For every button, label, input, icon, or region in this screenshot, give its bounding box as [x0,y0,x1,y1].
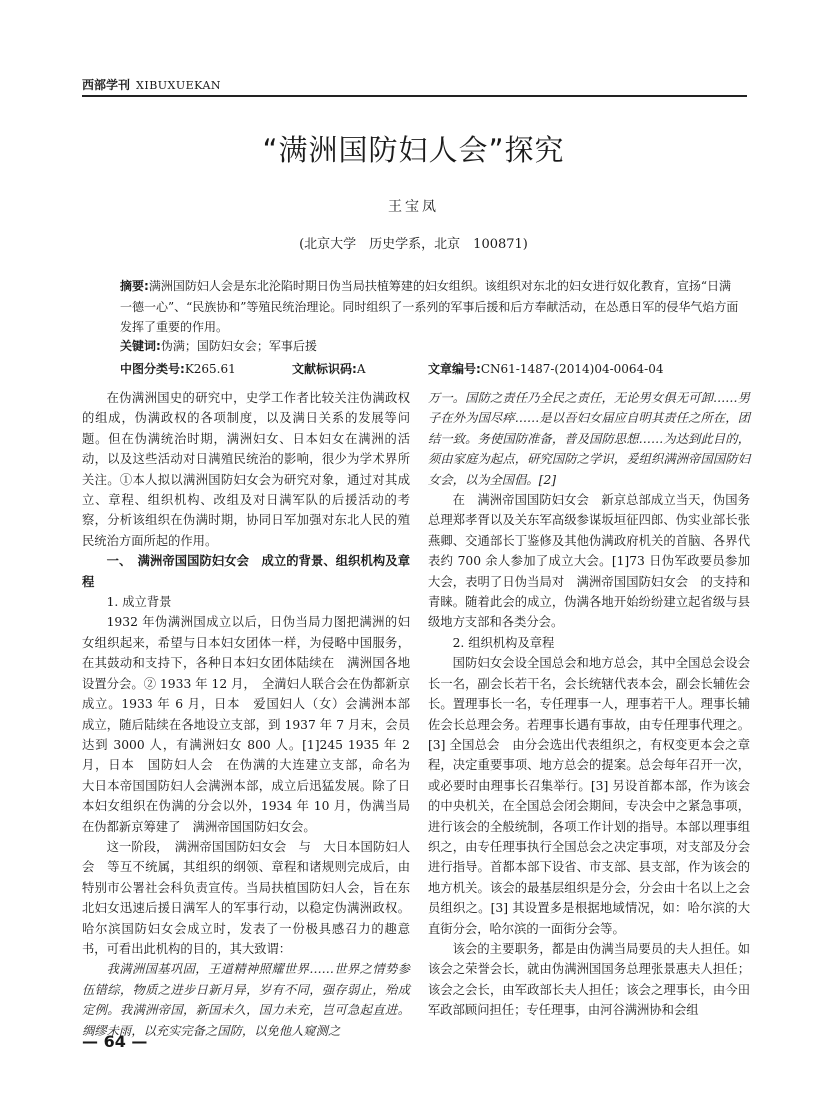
document-code [292,360,365,377]
paragraph: 该会的主要职务，都是由伪满当局要员的夫人担任。如该会之荣誉会长，就由伪满洲国国务总理张景惠夫人担任；该会之会长，由军政部长夫人担任；该会之理事长，由今田军政部顾问担任；专任理事，由河谷满洲协和会组 [428,941,750,1018]
paragraph: 在伪满洲国史的研究中，史学工作者比较关注伪满政权的组成，伪满政权的各项制度，以及满日关系的发展等问题。但在伪满统治时期，满洲妇女、日本妇女在满洲的活动，以及这些活动对日满殖民统治的影响，很少为学术界所关注。①本人拟以满洲国防妇女会为研究对象，通过对其成立、章程、组织机构、改组及对日满军队的后援活动的考察，分析该组织在伪满时期，协同日军加强对东北人民的殖民统治方面所起的作用。 [82,391,410,548]
journal-name-en: XIBUXUEKAN [136,79,222,92]
journal-name-cn: 西部学刊 [82,78,131,92]
block-quote: 万一。国防之责任乃全民之责任，无论男女俱无可卸……男子在外为国尽瘁……是以吾妇女届应自明其责任之所在，团结一致。务使国防准备，普及国防思想……为达到此目的，须由家庭为起点，研究国防之学识，爰组织满洲帝国国防妇女会，以为全国倡。[2] [428,391,750,487]
subsection-heading: 2. 组织机构及章程 [452,635,555,650]
abstract-text: 满洲国防妇人会是东北沦陷时期日伪当局扶植筹建的妇女组织。该组织对东北的妇女进行奴化教育，宣扬“日满一德一心”、“民族协和”等殖民统治理论。同时组织了一系列的军事后援和后方奉献活动，在怂恿日军的侵华气焰方面发挥了重要的作用。 [120,279,739,334]
running-header [82,76,221,93]
art-label: 文章编号: [428,362,481,376]
clc-number [120,360,236,377]
clc-value: K265.61 [184,362,236,376]
header-rule [82,95,747,97]
doc-value: A [356,362,366,376]
section-heading: 一、 满洲帝国国防妇女会 成立的背景、组织机构及章程 [82,554,410,589]
block-quote: 我满洲国基巩固，王道精神照耀世界……世界之情势参伍错综，物质之进步日新月异，岁有不同，强存弱止，殆成定例。我满洲帝国，新国未久，国力未充，岂可急起直进。绸缪未雨，以充实完备之国防，以免他人窥测之 [82,962,410,1038]
article-number [428,360,664,377]
keywords [120,337,740,354]
keywords-label: 关键词: [120,339,161,353]
doc-label: 文献标识码: [292,362,357,376]
art-value: CN61-1487-(2014)04-0064-04 [480,362,664,376]
author: 王宝凤 [388,199,439,215]
paragraph: 国防妇女会设全国总会和地方总会，其中全国总会设会长一名，副会长若干名，会长统辖代表本会，副会长辅佐会长。置理事长一名，专任理事一人，理事若干人。理事长辅佐会长总理会务。若理事长遇有事故，由专任理事代理之。[3] 全国总会 由分会选出代表组织之，有权变更本会之章程，决定重要事项、地方总会的提案。总会每年召开一次，或必要时由理事长召集举行。[3] 另设首都本部，作为该会的中央机关，在全国总会闭会期间，专决会中之紧急事项，进行该会的全般统制，各项工作计划的指导。本部以理事组织之，由专任理事执行全国总会之决定事项，对支部及分会进行指导。首都本部下设省、市支部、县支部，作为该会的地方机关。该会的最基层组织是分会，分会由十名以上之会员组织之。[3] 其设置多是根据地域情况，如：哈尔滨的大直街分会，哈尔滨的一面街分会等。 [428,656,750,936]
paragraph: 这一阶段， 满洲帝国国防妇女会 与 大日本国防妇人会 等互不统属，其组织的纲领、章程和诸规则完成后，由特别市公署社会科负责宣传。当局扶植国防妇人会，旨在东北妇女迅速后援日满军人的军事行动，以稳定伪满洲政权。哈尔滨国防妇女会成立时，发表了一份极具感召力的趣意书，可看出此机构的目的，其大致谓： [82,839,410,956]
keywords-text: 伪满；国防妇女会；军事后援 [160,339,317,353]
body-column-left [82,388,423,1041]
paragraph: 1932 年伪满洲国成立以后，日伪当局力图把满洲的妇女组织起来，希望与日本妇女团体一样，为侵略中国服务，在其鼓动和支持下，各种日本妇女团体陆续在 满洲国各地 设置分会。② 1933 年 12 月， 全満妇人联合会在伪都新京成立。1933 年 6 月，日本 爱国妇人（女）会满洲本部 成立，随后陆续在各地设立支部，到 1937 年 7 月末，会员达到 3000 人，有满洲妇女 800 人。[1]245 1935 年 2 月，日本 国防妇人会 在伪满的大连建立支部，命名为 大日本帝国国防妇人会满洲本部，成立后迅猛发展。除了日本妇女组织在伪满的分会以外，1934 年 10 月，伪满当局在伪都新京筹建了 满洲帝国国防妇女会。 [82,615,423,834]
page-number: — 64 — [82,1032,148,1051]
body-column-right [428,388,750,1021]
paragraph: 在 满洲帝国国防妇女会 新京总部成立当天，伪国务总理郑孝胥以及关东军高级参谋坂垣征四郎、伪实业部长张燕卿、交通部长丁鉴修及其他伪满政府机关的首脑、各界代表约 700 余人参加了成立大会。[1]73 日伪军政要员参加大会，表明了日伪当局对 满洲帝国国防妇女会 的支持和青睐。随着此会的成立，伪满各地开始纷纷建立起省级与县级地方支部和各类分会。 [428,493,750,630]
abstract [120,276,740,338]
affiliation: (北京大学 历史学系，北京 100871) [299,237,528,252]
subsection-heading: 1. 成立背景 [106,595,172,610]
abstract-label: 摘要: [120,279,149,293]
article-title: “满洲国防妇人会”探究 [262,133,565,167]
clc-label: 中图分类号: [120,362,185,376]
